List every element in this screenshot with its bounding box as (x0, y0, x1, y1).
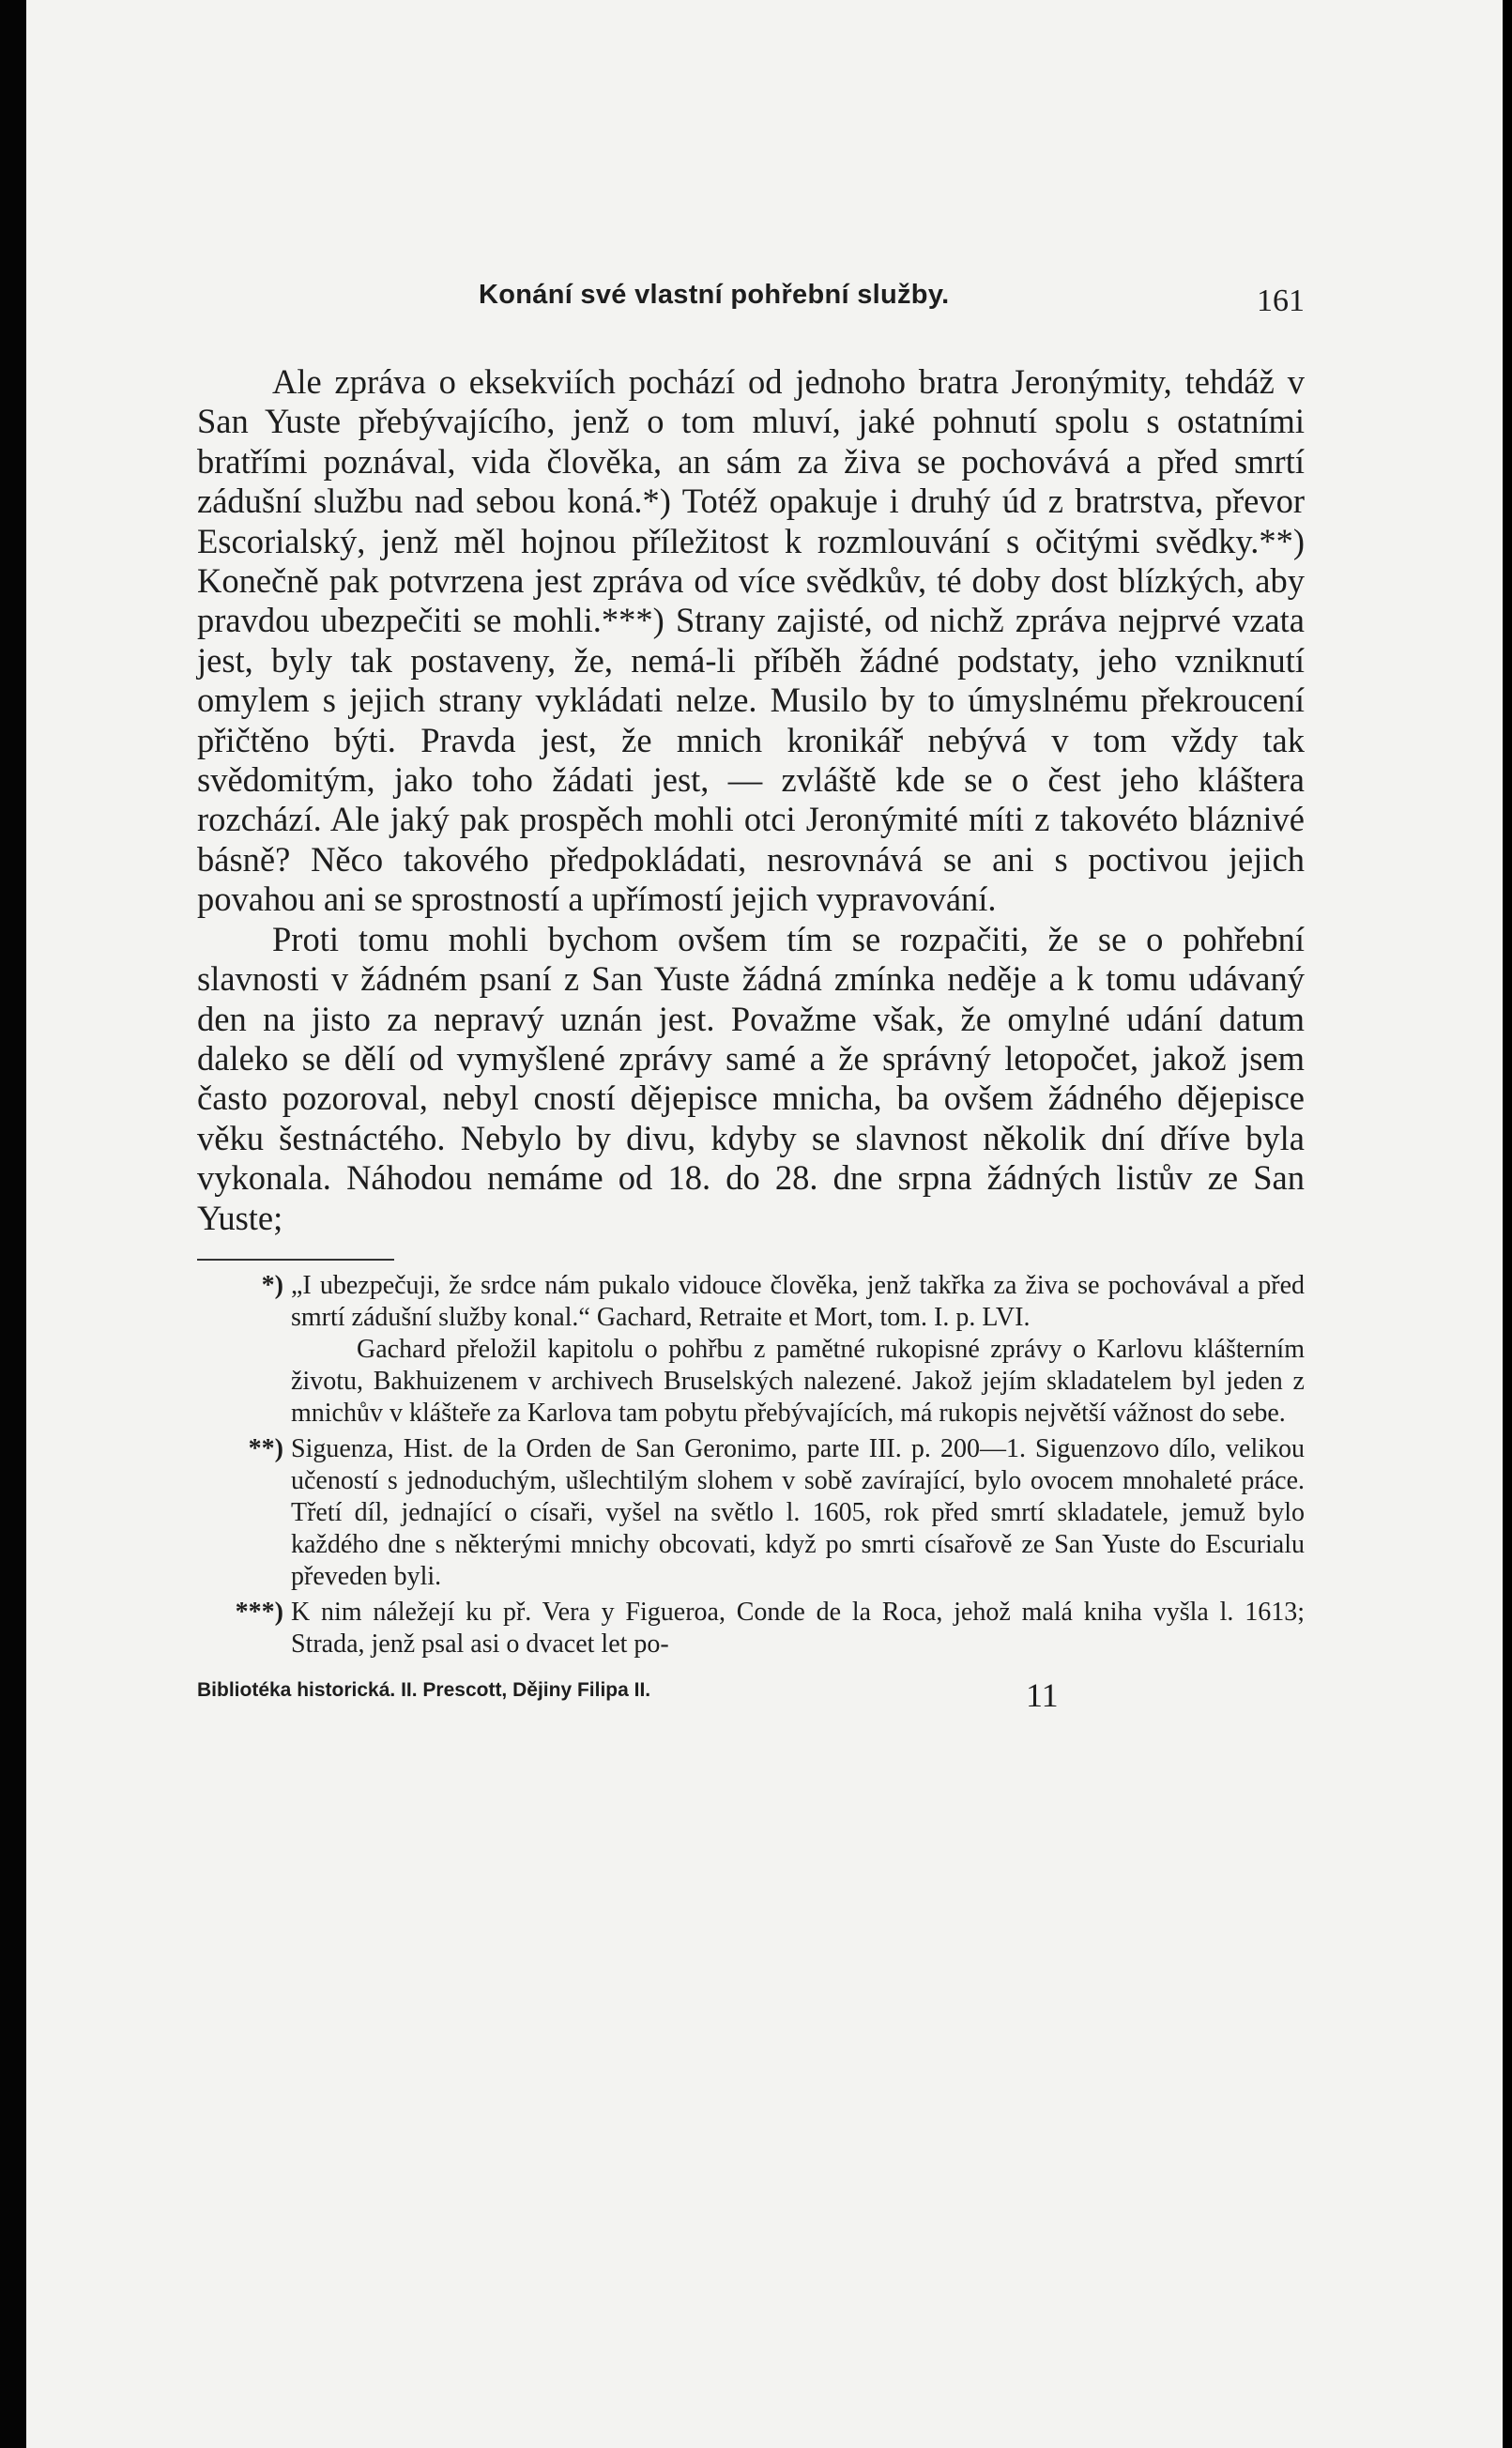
footnote-1 (197, 1270, 1305, 1430)
scan-border-left (0, 0, 26, 2448)
main-text (197, 362, 1305, 1238)
footnote-text: „I ubezpečuji, že srdce nám pukalo vidouce člověka, jenž takřka za živa se pochovával a před smrtí zádušní služby konal.“ Gachard, Retraite et Mort, tom. I. p. LVI. (291, 1270, 1305, 1332)
paragraph-1: Ale zpráva o eksekviích pochází od jednoho bratra Jeronýmity, tehdáž v San Yuste přebývajícího, jenž o tom mluví, jaké pohnutí spolu s ostatními bratřími poznával, vida člověka, an sám za živa se pochovává a před smrtí zádušní službu nad sebou koná.*) Totéž opakuje i druhý úd z bratrstva, převor Escorialský, jenž měl hojnou příležitost k rozmlouvání s očitými svědky.**) Konečně pak potvrzena jest zpráva od více svědkův, té doby dost blízkých, aby pravdou ubezpečiti se mohli.***) Strany zajisté, od nichž zpráva nejprvé vzata jest, byly tak postaveny, že, nemá-li příběh žádné podstaty, jeho vzniknutí omylem s jejich strany vykládati nelze. Musilo by to úmyslnému překroucení přičtěno býti. Pravda jest, že mnich kronikář nebývá v tom vždy tak svědomitým, jako toho žádati jest, — zvláště kde se o čest jeho kláštera rozchází. Ale jaký pak prospěch mohli otci Jeronýmité míti z takovéto bláznivé básně? Něco takového předpokládati, nesrovnává se ani s poctivou jejich povahou ani se sprostností a upřímostí jejich vypravování. (197, 362, 1305, 919)
footnote-marker: *) (261, 1270, 283, 1300)
page-header (197, 280, 1305, 327)
footnote-text: Siguenza, Hist. de la Orden de San Geronimo, parte III. p. 200—1. Siguenzovo dílo, velikou učeností s jednoduchým, ušlechtilým slohem v sobě zavírající, bylo ovocem mnohaleté práce. Třetí díl, jednající o císaři, vyšel na světlo l. 1605, rok před smrtí skladatele, jemuž bylo každého dne s některými mnichy obcovati, když po smrti císařově ze San Yuste do Escurialu převeden byli. (291, 1433, 1305, 1591)
page-content (197, 280, 1305, 1713)
footnotes (197, 1270, 1305, 1660)
running-head: Konání své vlastní pohřební služby. (479, 280, 950, 310)
footnote-text: K nim náležejí ku př. Vera y Figueroa, Conde de la Roca, jehož malá kniha vyšla l. 1613; Strada, jenž psal asi o dvacet let po- (291, 1597, 1305, 1659)
footnote-3 (197, 1597, 1305, 1660)
series-line: Bibliotéka historická. II. Prescott, Dějiny Filipa II. (197, 1678, 651, 1701)
signature-mark: 11 (1026, 1675, 1059, 1714)
footnote-text: Gachard přeložil kapitolu o pohřbu z pamětné rukopisné zprávy o Karlovu klášterním životu, Bakhuizenem v archivech Bruselských nalezené. Jakož jejím skladatelem byl jeden z mnichův v klášteře za Karlova tam pobytu přebývajících, má rukopis největší vážnost do sebe. (291, 1334, 1305, 1428)
footnote-2 (197, 1433, 1305, 1593)
paragraph-2: Proti tomu mohli bychom ovšem tím se rozpačiti, že se o pohřební slavnosti v žádném psaní z San Yuste žádná zmínka neděje a k tomu udávaný den na jisto za nepravý uznán jest. Považme však, že omylné udání datum daleko se dělí od vymyšlené zprávy samé a že správný letopočet, jakož jsem často pozoroval, nebyl cností dějepisce mnicha, ba ovšem žádného dějepisce věku šestnáctého. Nebylo by divu, kdyby se slavnost několik dní dříve byla vykonala. Náhodou nemáme od 18. do 28. dne srpna žádných listův ze San Yuste; (197, 919, 1305, 1237)
page-footer (197, 1675, 1305, 1713)
book-page (26, 0, 1503, 2448)
footnote-marker: **) (248, 1433, 283, 1463)
footnote-separator (197, 1259, 394, 1261)
footnote-marker: ***) (235, 1597, 283, 1627)
page-number: 161 (1257, 283, 1305, 318)
